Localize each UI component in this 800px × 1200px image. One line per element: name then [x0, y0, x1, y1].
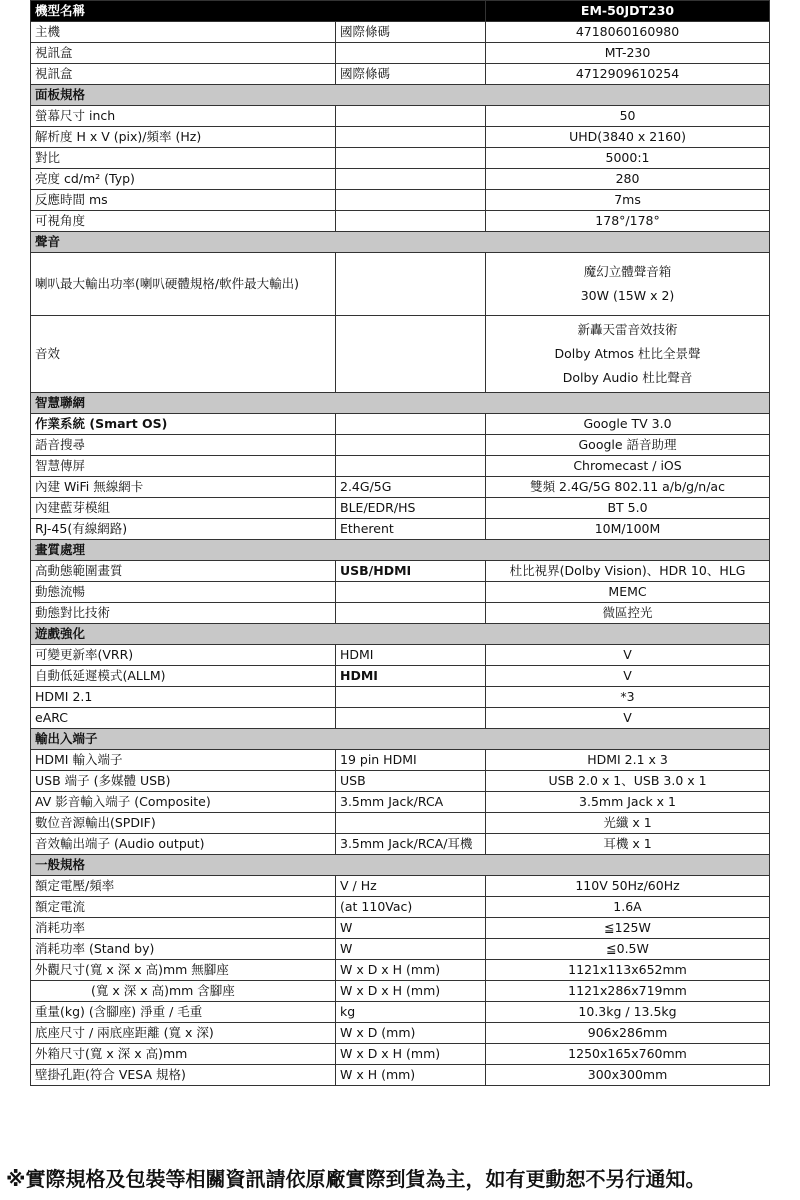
spec-row — [31, 708, 770, 729]
spec-value: HDMI 2.1 x 3 — [486, 750, 770, 771]
spec-label: AV 影音輸入端子 (Composite) — [31, 792, 336, 813]
section-header-row — [31, 232, 770, 253]
spec-interface — [336, 435, 486, 456]
spec-row — [31, 876, 770, 897]
section-header-row — [31, 729, 770, 750]
spec-label: 音效 — [31, 316, 336, 393]
spec-interface: W x D x H (mm) — [336, 981, 486, 1002]
spec-interface — [336, 169, 486, 190]
spec-label: 作業系統 (Smart OS) — [31, 414, 336, 435]
model-label: 機型名稱 — [31, 1, 486, 22]
spec-label: USB 端子 (多媒體 USB) — [31, 771, 336, 792]
spec-label: 動態流暢 — [31, 582, 336, 603]
section-title: 面板規格 — [31, 85, 770, 106]
spec-label: 反應時間 ms — [31, 190, 336, 211]
spec-value: 光纖 x 1 — [486, 813, 770, 834]
spec-row — [31, 190, 770, 211]
section-title: 聲音 — [31, 232, 770, 253]
spec-interface: 19 pin HDMI — [336, 750, 486, 771]
spec-interface — [336, 127, 486, 148]
spec-value: 1250x165x760mm — [486, 1044, 770, 1065]
spec-value: ≦0.5W — [486, 939, 770, 960]
section-header-row — [31, 393, 770, 414]
spec-label: HDMI 輸入端子 — [31, 750, 336, 771]
spec-interface — [336, 316, 486, 393]
spec-value: 1121x113x652mm — [486, 960, 770, 981]
spec-row — [31, 1044, 770, 1065]
spec-value: 110V 50Hz/60Hz — [486, 876, 770, 897]
spec-label: 可變更新率(VRR) — [31, 645, 336, 666]
spec-value: 4718060160980 — [486, 22, 770, 43]
spec-label: 智慧傳屏 — [31, 456, 336, 477]
spec-label: 音效輸出端子 (Audio output) — [31, 834, 336, 855]
spec-interface — [336, 414, 486, 435]
spec-value: 耳機 x 1 — [486, 834, 770, 855]
spec-interface: W x H (mm) — [336, 1065, 486, 1086]
spec-interface: W x D x H (mm) — [336, 960, 486, 981]
section-header-row — [31, 85, 770, 106]
spec-interface — [336, 582, 486, 603]
spec-row — [31, 64, 770, 85]
spec-row — [31, 561, 770, 582]
spec-row — [31, 666, 770, 687]
spec-interface — [336, 148, 486, 169]
spec-row — [31, 960, 770, 981]
spec-value-line: Dolby Audio 杜比聲音 — [562, 370, 693, 385]
section-header-row — [31, 855, 770, 876]
spec-interface: HDMI — [336, 645, 486, 666]
spec-label: 消耗功率 — [31, 918, 336, 939]
spec-value — [486, 316, 770, 393]
spec-row — [31, 169, 770, 190]
spec-label: 亮度 cd/m² (Typ) — [31, 169, 336, 190]
section-header-row — [31, 540, 770, 561]
spec-label: 動態對比技術 — [31, 603, 336, 624]
spec-interface — [336, 253, 486, 316]
spec-row — [31, 792, 770, 813]
spec-interface: V / Hz — [336, 876, 486, 897]
spec-interface: USB — [336, 771, 486, 792]
spec-value: BT 5.0 — [486, 498, 770, 519]
spec-row — [31, 645, 770, 666]
spec-row — [31, 939, 770, 960]
section-title: 智慧聯網 — [31, 393, 770, 414]
spec-value-line: 30W (15W x 2) — [580, 288, 675, 303]
spec-row — [31, 106, 770, 127]
section-header-row — [31, 624, 770, 645]
spec-label: 可視角度 — [31, 211, 336, 232]
spec-interface — [336, 813, 486, 834]
spec-row — [31, 687, 770, 708]
spec-label: 外箱尺寸(寬 x 深 x 高)mm — [31, 1044, 336, 1065]
spec-interface — [336, 708, 486, 729]
spec-row — [31, 918, 770, 939]
spec-interface — [336, 190, 486, 211]
spec-label: 重量(kg) (含腳座) 淨重 / 毛重 — [31, 1002, 336, 1023]
spec-value: 906x286mm — [486, 1023, 770, 1044]
spec-row — [31, 253, 770, 316]
spec-row — [31, 127, 770, 148]
footnote: ※實際規格及包裝等相關資訊請依原廠實際到貨為主，如有更動恕不另行通知。 — [6, 1167, 706, 1191]
spec-row — [31, 211, 770, 232]
spec-label: 底座尺寸 / 兩底座距離 (寬 x 深) — [31, 1023, 336, 1044]
spec-value: ≦125W — [486, 918, 770, 939]
spec-row — [31, 750, 770, 771]
spec-row — [31, 1023, 770, 1044]
spec-row — [31, 148, 770, 169]
spec-label: 自動低延遲模式(ALLM) — [31, 666, 336, 687]
spec-value-line: Dolby Atmos 杜比全景聲 — [554, 346, 701, 361]
spec-row — [31, 771, 770, 792]
spec-row — [31, 22, 770, 43]
spec-value: 5000:1 — [486, 148, 770, 169]
spec-value: 10M/100M — [486, 519, 770, 540]
spec-value: *3 — [486, 687, 770, 708]
spec-label: 壁掛孔距(符合 VESA 規格) — [31, 1065, 336, 1086]
spec-interface: 3.5mm Jack/RCA/耳機 — [336, 834, 486, 855]
spec-interface: 國際條碼 — [336, 64, 486, 85]
spec-interface: W — [336, 918, 486, 939]
spec-value: 4712909610254 — [486, 64, 770, 85]
spec-value: 1121x286x719mm — [486, 981, 770, 1002]
spec-value: 7ms — [486, 190, 770, 211]
spec-value: USB 2.0 x 1、USB 3.0 x 1 — [486, 771, 770, 792]
spec-value: 1.6A — [486, 897, 770, 918]
spec-row — [31, 519, 770, 540]
spec-interface: kg — [336, 1002, 486, 1023]
spec-table — [30, 0, 770, 1086]
spec-interface — [336, 106, 486, 127]
spec-value: 300x300mm — [486, 1065, 770, 1086]
spec-value: 雙頻 2.4G/5G 802.11 a/b/g/n/ac — [486, 477, 770, 498]
spec-interface: (at 110Vac) — [336, 897, 486, 918]
spec-label: 額定電壓/頻率 — [31, 876, 336, 897]
spec-table-body — [31, 1, 770, 1086]
spec-label: (寬 x 深 x 高)mm 含腳座 — [31, 981, 336, 1002]
spec-row — [31, 582, 770, 603]
spec-interface — [336, 211, 486, 232]
spec-label: 對比 — [31, 148, 336, 169]
spec-label: 額定電流 — [31, 897, 336, 918]
spec-value: 杜比視界(Dolby Vision)、HDR 10、HLG — [486, 561, 770, 582]
spec-value: 178°/178° — [486, 211, 770, 232]
spec-value: MEMC — [486, 582, 770, 603]
spec-interface: 3.5mm Jack/RCA — [336, 792, 486, 813]
spec-value: 10.3kg / 13.5kg — [486, 1002, 770, 1023]
spec-label: 視訊盒 — [31, 64, 336, 85]
spec-value: UHD(3840 x 2160) — [486, 127, 770, 148]
spec-interface: 2.4G/5G — [336, 477, 486, 498]
spec-row — [31, 414, 770, 435]
section-title: 遊戲強化 — [31, 624, 770, 645]
spec-value-line: 魔幻立體聲音箱 — [583, 264, 672, 279]
spec-value: MT-230 — [486, 43, 770, 64]
spec-interface: HDMI — [336, 666, 486, 687]
spec-value-line: 新轟天雷音效技術 — [577, 322, 678, 337]
spec-row — [31, 1065, 770, 1086]
spec-row — [31, 1002, 770, 1023]
spec-label: 內建 WiFi 無線網卡 — [31, 477, 336, 498]
spec-row — [31, 435, 770, 456]
spec-row — [31, 834, 770, 855]
spec-interface — [336, 43, 486, 64]
spec-label: 消耗功率 (Stand by) — [31, 939, 336, 960]
spec-row — [31, 43, 770, 64]
spec-interface: W x D (mm) — [336, 1023, 486, 1044]
spec-row — [31, 603, 770, 624]
spec-label: 外觀尺寸(寬 x 深 x 高)mm 無腳座 — [31, 960, 336, 981]
section-title: 輸出入端子 — [31, 729, 770, 750]
spec-value: Chromecast / iOS — [486, 456, 770, 477]
spec-value: 280 — [486, 169, 770, 190]
spec-value: Google TV 3.0 — [486, 414, 770, 435]
spec-value: V — [486, 666, 770, 687]
spec-interface: BLE/EDR/HS — [336, 498, 486, 519]
section-title: 畫質處理 — [31, 540, 770, 561]
spec-row — [31, 477, 770, 498]
spec-value: V — [486, 708, 770, 729]
spec-label: RJ-45(有線網路) — [31, 519, 336, 540]
spec-value: 50 — [486, 106, 770, 127]
spec-label: 解析度 H x V (pix)/頻率 (Hz) — [31, 127, 336, 148]
spec-interface — [336, 687, 486, 708]
model-header-row — [31, 1, 770, 22]
spec-interface — [336, 603, 486, 624]
spec-row — [31, 813, 770, 834]
spec-row — [31, 498, 770, 519]
spec-label: 螢幕尺寸 inch — [31, 106, 336, 127]
spec-label: HDMI 2.1 — [31, 687, 336, 708]
spec-interface: 國際條碼 — [336, 22, 486, 43]
spec-label: 數位音源輸出(SPDIF) — [31, 813, 336, 834]
spec-label: 主機 — [31, 22, 336, 43]
model-value: EM-50JDT230 — [486, 1, 770, 22]
spec-label: eARC — [31, 708, 336, 729]
spec-value: 微區控光 — [486, 603, 770, 624]
spec-value — [486, 253, 770, 316]
spec-row — [31, 981, 770, 1002]
spec-label: 語音搜尋 — [31, 435, 336, 456]
spec-row — [31, 897, 770, 918]
spec-interface: USB/HDMI — [336, 561, 486, 582]
section-title: 一般規格 — [31, 855, 770, 876]
spec-value: Google 語音助理 — [486, 435, 770, 456]
spec-interface: W — [336, 939, 486, 960]
spec-label: 視訊盒 — [31, 43, 336, 64]
spec-interface: Etherent — [336, 519, 486, 540]
spec-label: 喇叭最大輸出功率(喇叭硬體規格/軟件最大輸出) — [31, 253, 336, 316]
spec-value: 3.5mm Jack x 1 — [486, 792, 770, 813]
spec-row — [31, 456, 770, 477]
spec-interface — [336, 456, 486, 477]
spec-interface: W x D x H (mm) — [336, 1044, 486, 1065]
spec-label: 高動態範圍畫質 — [31, 561, 336, 582]
spec-value: V — [486, 645, 770, 666]
spec-row — [31, 316, 770, 393]
spec-label: 內建藍芽模組 — [31, 498, 336, 519]
